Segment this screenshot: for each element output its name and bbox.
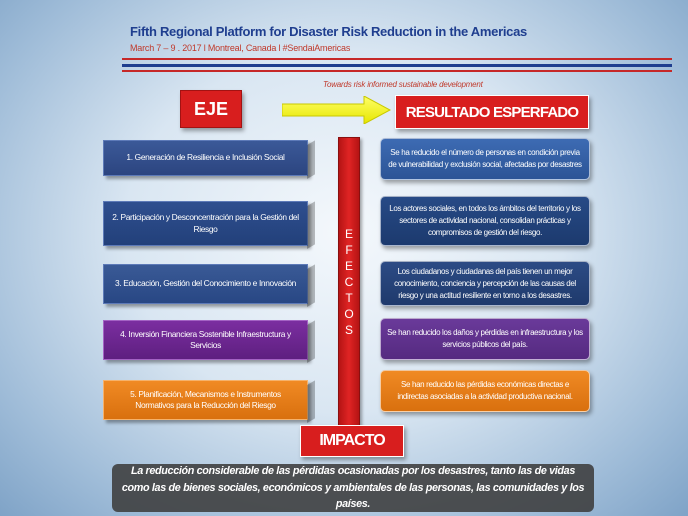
efectos-letter: E: [344, 258, 353, 273]
efectos-letter: F: [345, 242, 353, 257]
resultado-box-2: Los actores sociales, en todos los ámbitos del territorio y los sectores de actividad nacional, consolidan prácticas y compromisos de gestión del riesgo.: [380, 196, 590, 246]
tagline: Towards risk informed sustainable development: [323, 80, 483, 89]
efectos-letter: O: [344, 306, 354, 321]
impact-statement: La reducción considerable de las pérdidas ocasionadas por los desastres, tanto las de vidas como las de bienes sociales, económicos y ambientales de las personas, las comunidades y los países.: [112, 464, 594, 512]
resultado-header: RESULTADO ESPERFADO: [395, 95, 589, 129]
eje-box-3: 3. Educación, Gestión del Conocimiento e Innovación: [103, 264, 308, 304]
divider-line-bottom: [122, 70, 672, 72]
resultado-box-4: Se han reducido los daños y pérdidas en infraestructura y los servicios públicos del país.: [380, 318, 590, 360]
resultado-box-5: Se han reducido las pérdidas económicas directas e indirectas asociadas a la actividad productiva nacional.: [380, 370, 590, 412]
divider-line-middle: [122, 64, 672, 67]
eje-box-5: 5. Planificación, Mecanismos e Instrumentos Normativos para la Reducción del Riesgo: [103, 380, 308, 420]
efectos-letter: T: [345, 290, 353, 305]
eje-header: EJE: [180, 90, 242, 128]
eje-box-4: 4. Inversión Financiera Sostenible Infraestructura y Servicios: [103, 320, 308, 360]
divider-line-top: [122, 58, 672, 60]
efectos-letter: S: [344, 322, 353, 337]
page-title: Fifth Regional Platform for Disaster Risk Reduction in the Americas: [130, 24, 527, 39]
eje-box-1: 1. Generación de Resiliencia e Inclusión Social: [103, 140, 308, 176]
eje-box-2: 2. Participación y Desconcentración para la Gestión del Riesgo: [103, 201, 308, 246]
resultado-box-3: Los ciudadanos y ciudadanas del país tienen un mejor conocimiento, conciencia y percepción de las causas del riesgo y una actitud resiliente en torno a los desastres.: [380, 261, 590, 306]
event-subtitle: March 7 – 9 . 2017 l Montreal, Canada l #SendaiAmericas: [130, 43, 351, 53]
resultado-box-1: Se ha reducido el número de personas en condición previa de vulnerabilidad y exclusión social, afectadas por desastres: [380, 138, 590, 180]
efectos-bar: [338, 137, 360, 426]
impacto-header: IMPACTO: [300, 425, 404, 457]
efectos-letter: C: [344, 274, 354, 289]
right-arrow-icon: [282, 96, 392, 124]
efectos-letter: E: [344, 226, 353, 241]
